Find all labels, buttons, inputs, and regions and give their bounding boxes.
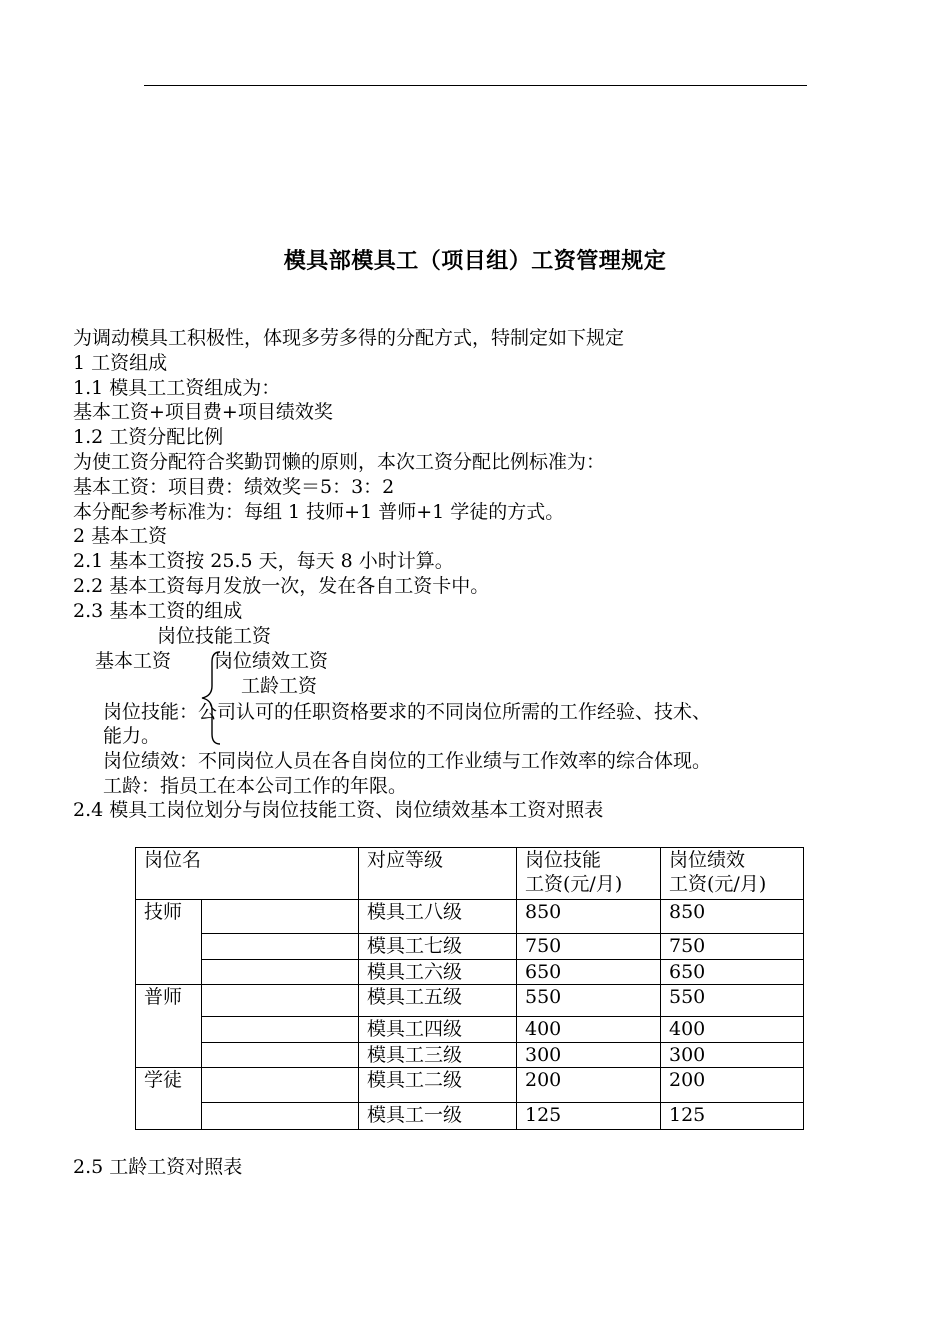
skill-cell: 300 bbox=[517, 1043, 661, 1068]
table-row bbox=[136, 1068, 804, 1103]
header-grade: 对应等级 bbox=[359, 848, 517, 900]
table-row bbox=[136, 985, 804, 1017]
salary-table bbox=[135, 847, 804, 1130]
skill-cell: 650 bbox=[517, 960, 661, 985]
grade-cell: 模具工三级 bbox=[359, 1043, 517, 1068]
header-position: 岗位名 bbox=[136, 848, 359, 900]
table-row bbox=[136, 960, 804, 985]
skill-cell: 850 bbox=[517, 900, 661, 934]
header-perf-line1: 岗位绩效 bbox=[669, 849, 746, 871]
definition-skill-cont: 能力。 bbox=[103, 725, 161, 747]
section-2-5-heading: 2.5 工龄工资对照表 bbox=[73, 1156, 243, 1178]
perf-cell: 550 bbox=[661, 985, 804, 1017]
grade-cell: 模具工八级 bbox=[359, 900, 517, 934]
section-2-4-heading: 2.4 模具工岗位划分与岗位技能工资、岗位绩效基本工资对照表 bbox=[73, 799, 604, 821]
header-skill-line2: 工资(元/月) bbox=[525, 873, 623, 895]
skill-cell: 550 bbox=[517, 985, 661, 1017]
ratio-intro: 为使工资分配符合奖勤罚懒的原则，本次工资分配比例标准为： bbox=[73, 451, 606, 473]
section-1-1-heading: 1.1 模具工工资组成为： bbox=[73, 377, 281, 399]
sub-cell bbox=[202, 900, 359, 934]
perf-cell: 650 bbox=[661, 960, 804, 985]
grade-cell: 模具工二级 bbox=[359, 1068, 517, 1103]
skill-cell: 400 bbox=[517, 1017, 661, 1043]
skill-cell: 125 bbox=[517, 1103, 661, 1130]
curly-brace-icon bbox=[200, 650, 222, 746]
definition-skill: 岗位技能：公司认可的任职资格要求的不同岗位所需的工作经验、技术、 bbox=[103, 701, 712, 723]
section-2-2: 2.2 基本工资每月发放一次，发在各自工资卡中。 bbox=[73, 575, 490, 597]
section-2-heading: 2 基本工资 bbox=[73, 525, 168, 547]
sub-cell bbox=[202, 1103, 359, 1130]
group-technician: 技师 bbox=[136, 900, 202, 985]
sub-cell bbox=[202, 934, 359, 960]
perf-cell: 300 bbox=[661, 1043, 804, 1068]
grade-cell: 模具工四级 bbox=[359, 1017, 517, 1043]
table-header-row bbox=[136, 848, 804, 900]
group-regular: 普师 bbox=[136, 985, 202, 1068]
composition-label: 基本工资 bbox=[95, 650, 172, 672]
grade-cell: 模具工六级 bbox=[359, 960, 517, 985]
table-row bbox=[136, 1017, 804, 1043]
header-rule bbox=[144, 85, 807, 86]
table-row bbox=[136, 900, 804, 934]
perf-cell: 400 bbox=[661, 1017, 804, 1043]
definition-performance: 岗位绩效：不同岗位人员在各自岗位的工作业绩与工作效率的综合体现。 bbox=[103, 750, 712, 772]
sub-cell bbox=[202, 1017, 359, 1043]
table-row bbox=[136, 1103, 804, 1130]
composition-item-skill: 岗位技能工资 bbox=[157, 625, 272, 647]
section-2-1: 2.1 基本工资按 25.5 天，每天 8 小时计算。 bbox=[73, 550, 454, 572]
section-1-2-heading: 1.2 工资分配比例 bbox=[73, 426, 224, 448]
perf-cell: 850 bbox=[661, 900, 804, 934]
sub-cell bbox=[202, 1043, 359, 1068]
group-apprentice: 学徒 bbox=[136, 1068, 202, 1130]
table-row bbox=[136, 1043, 804, 1068]
perf-cell: 200 bbox=[661, 1068, 804, 1103]
composition-item-seniority: 工龄工资 bbox=[241, 675, 318, 697]
section-1-heading: 1 工资组成 bbox=[73, 352, 168, 374]
grade-cell: 模具工五级 bbox=[359, 985, 517, 1017]
skill-cell: 200 bbox=[517, 1068, 661, 1103]
sub-cell bbox=[202, 960, 359, 985]
definition-seniority: 工龄：指员工在本公司工作的年限。 bbox=[103, 775, 408, 797]
header-skill-line1: 岗位技能 bbox=[525, 849, 602, 871]
composition-item-performance: 岗位绩效工资 bbox=[214, 650, 329, 672]
header-perf-line2: 工资(元/月) bbox=[669, 873, 767, 895]
sub-cell bbox=[202, 985, 359, 1017]
intro-paragraph: 为调动模具工积极性，体现多劳多得的分配方式，特制定如下规定 bbox=[73, 327, 625, 349]
perf-cell: 750 bbox=[661, 934, 804, 960]
document-title: 模具部模具工（项目组）工资管理规定 bbox=[283, 248, 667, 274]
table-row bbox=[136, 934, 804, 960]
group-standard: 本分配参考标准为：每组 1 技师+1 普师+1 学徒的方式。 bbox=[73, 501, 565, 523]
skill-cell: 750 bbox=[517, 934, 661, 960]
section-2-3-heading: 2.3 基本工资的组成 bbox=[73, 600, 243, 622]
sub-cell bbox=[202, 1068, 359, 1103]
salary-formula: 基本工资+项目费+项目绩效奖 bbox=[73, 401, 333, 423]
header-performance-wage bbox=[661, 848, 804, 900]
grade-cell: 模具工七级 bbox=[359, 934, 517, 960]
header-skill-wage bbox=[517, 848, 661, 900]
ratio-line: 基本工资：项目费：绩效奖＝5：3：2 bbox=[73, 476, 395, 498]
perf-cell: 125 bbox=[661, 1103, 804, 1130]
grade-cell: 模具工一级 bbox=[359, 1103, 517, 1130]
